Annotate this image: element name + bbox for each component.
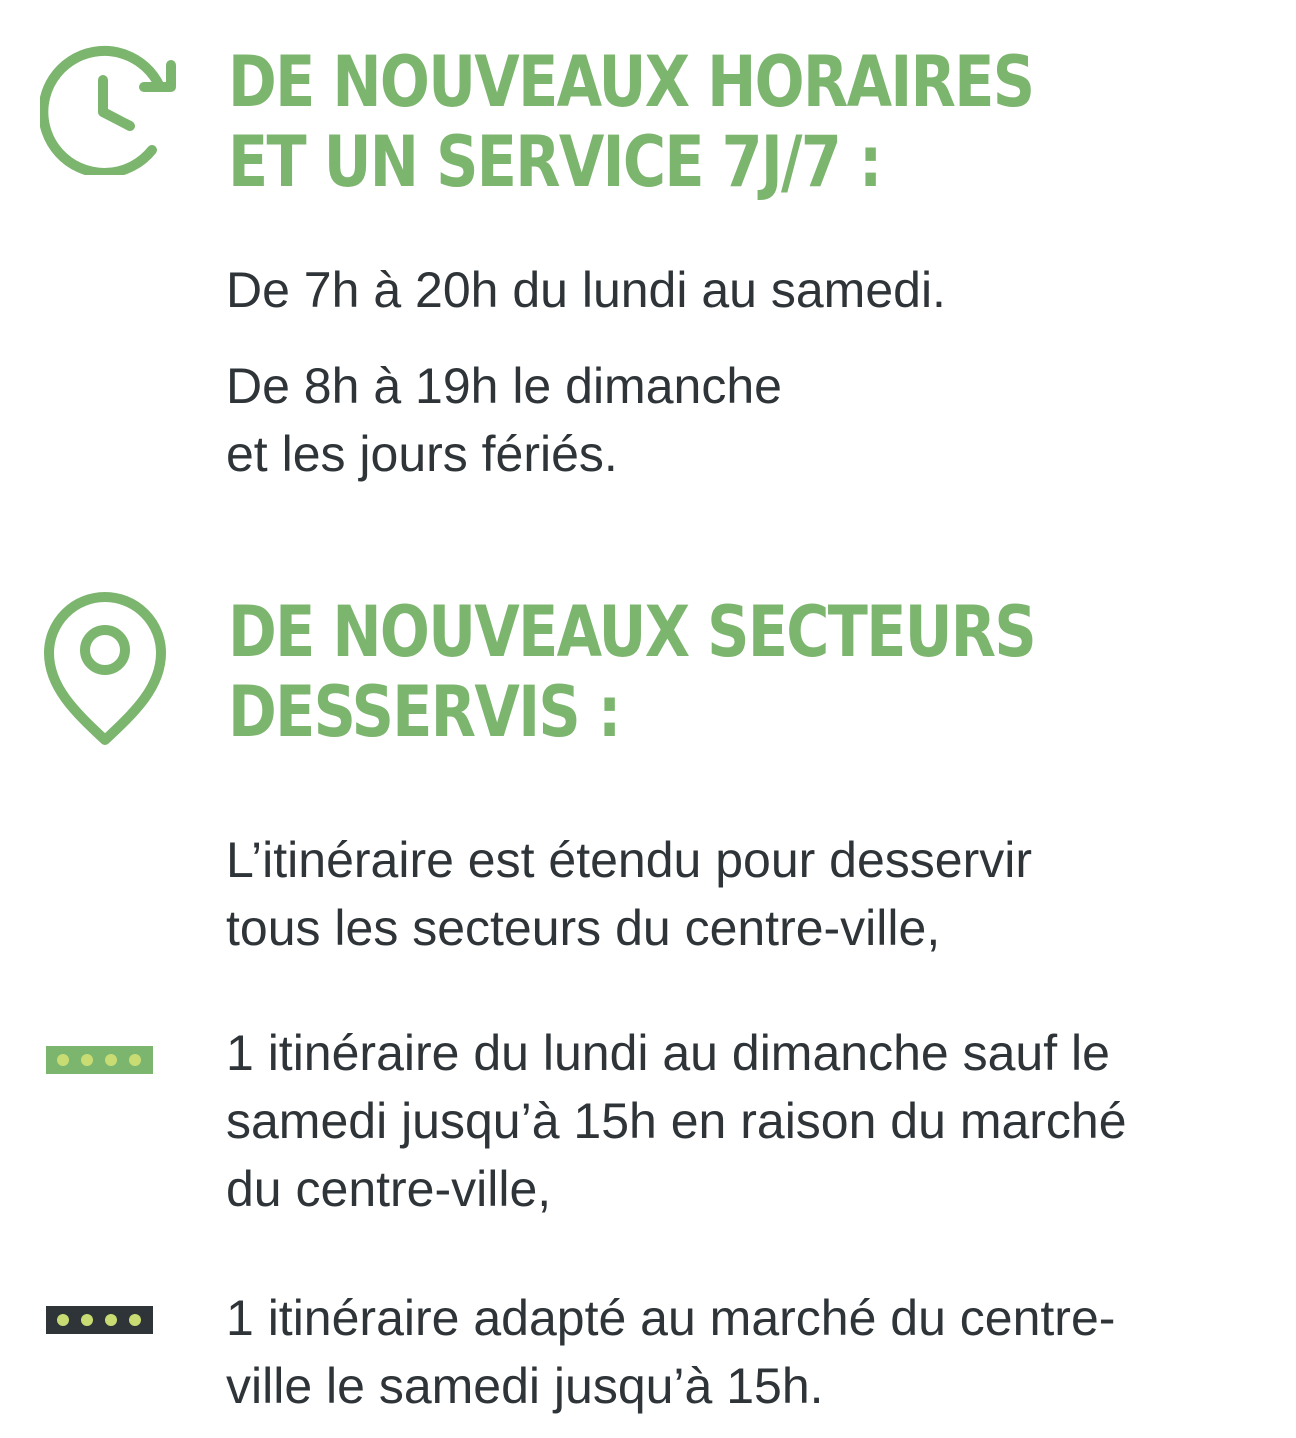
sectors-intro-line-2: tous les secteurs du centre-ville, <box>226 900 941 956</box>
schedule-heading-line-1: DE NOUVEAUX HORAIRES <box>228 41 1034 123</box>
route-line-green-icon <box>46 1046 153 1074</box>
schedule-heading <box>228 42 1033 202</box>
route-market-line-1: 1 itinéraire adapté au marché du centre- <box>226 1290 1116 1346</box>
sectors-intro <box>226 826 1032 962</box>
sunday-hours-line-2: et les jours fériés. <box>226 426 618 482</box>
clock-refresh-icon <box>40 40 180 175</box>
sectors-heading-line-1: DE NOUVEAUX SECTEURS <box>228 591 1036 673</box>
route-market-description <box>226 1284 1115 1420</box>
route-market-line-2: ville le samedi jusqu’à 15h. <box>226 1358 824 1414</box>
route-weekday-line-1: 1 itinéraire du lundi au dimanche sauf le <box>226 1025 1110 1081</box>
weekday-hours <box>226 256 946 324</box>
sectors-intro-line-1: L’itinéraire est étendu pour desservir <box>226 832 1033 888</box>
sunday-hours-line-1: De 8h à 19h le dimanche <box>226 358 782 414</box>
map-pin-icon <box>40 590 170 750</box>
sunday-hours <box>226 352 782 488</box>
sectors-heading <box>228 592 1035 752</box>
route-weekday-description <box>226 1019 1127 1223</box>
route-line-dark-icon <box>46 1306 153 1334</box>
route-weekday-line-3: du centre-ville, <box>226 1161 552 1217</box>
weekday-hours-text: De 7h à 20h du lundi au samedi. <box>226 262 946 318</box>
schedule-heading-line-2: ET UN SERVICE 7J/7 : <box>228 121 881 203</box>
sectors-heading-line-2: DESSERVIS : <box>228 671 620 753</box>
route-weekday-line-2: samedi jusqu’à 15h en raison du marché <box>226 1093 1127 1149</box>
